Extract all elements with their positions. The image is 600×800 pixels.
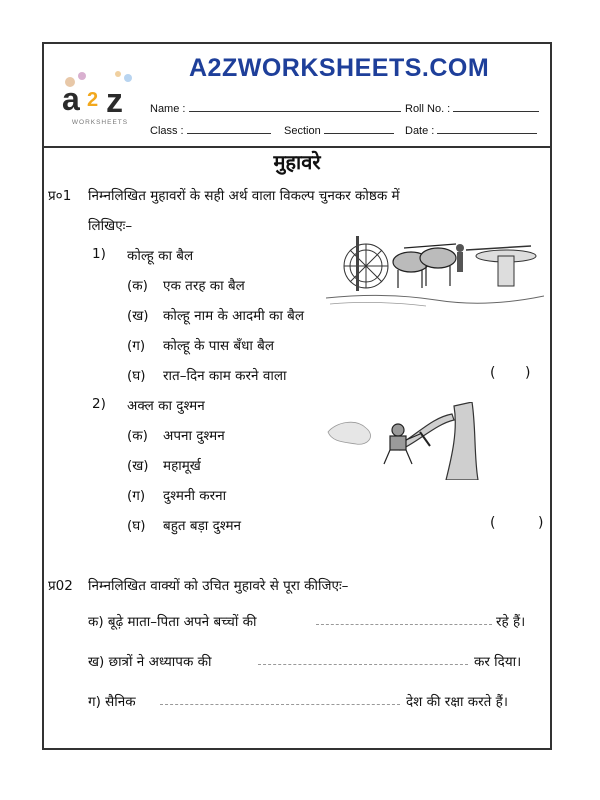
worksheet-title: मुहावरे: [273, 150, 321, 174]
q1-item1-number: 1): [92, 246, 106, 262]
site-title: A2ZWORKSHEETS.COM: [189, 54, 490, 82]
q1-item1-option-key: (क): [127, 278, 148, 294]
worksheet-frame: [42, 42, 552, 750]
a2z-logo: [56, 68, 144, 128]
bullock-oil-press-illustration: [326, 226, 544, 310]
svg-text:z: z: [106, 82, 123, 120]
q2-sentence1-before: क) बूढ़े माता–पिता अपने बच्चों की: [88, 614, 257, 630]
answer-bracket-close[interactable]: ): [538, 515, 544, 531]
q1-item2-option-text: बहुत बड़ा दुश्मन: [163, 518, 242, 534]
q1-item1-option-key: (ख): [127, 308, 149, 324]
date-field[interactable]: Date :: [405, 122, 537, 137]
q2-sentence1-blank[interactable]: [316, 612, 492, 629]
q1-item2-phrase: अक्ल का दुश्मन: [127, 398, 205, 414]
q2-sentence3-blank[interactable]: [160, 692, 400, 709]
answer-bracket-open[interactable]: (: [490, 365, 496, 381]
q1-instruction-line1: निम्नलिखित मुहावरों के सही अर्थ वाला विकल्प चुनकर कोष्ठक में: [88, 188, 400, 204]
svg-text:a: a: [62, 81, 80, 117]
answer-bracket-close[interactable]: ): [525, 365, 531, 381]
q1-item1-option-text: कोल्हू के पास बँधा बैल: [163, 338, 275, 354]
q1-item1-option-text: रात–दिन काम करने वाला: [163, 368, 287, 384]
q1-item1-phrase: कोल्हू का बैल: [127, 248, 194, 264]
q1-item2-option-key: (ख): [127, 458, 149, 474]
q1-item1-option-key: (ग): [127, 338, 146, 354]
q1-item2-option-key: (क): [127, 428, 148, 444]
q2-sentence2-blank[interactable]: [258, 652, 468, 669]
svg-text:2: 2: [87, 89, 99, 111]
class-field[interactable]: Class :: [150, 122, 271, 137]
answer-bracket-open[interactable]: (: [490, 515, 496, 531]
roll-no-field[interactable]: Roll No. :: [405, 100, 539, 115]
q1-instruction-line2: लिखिएः–: [88, 218, 133, 234]
q2-sentence3-before: ग) सैनिक: [88, 694, 136, 710]
section-field[interactable]: Section: [284, 122, 394, 137]
q1-item2-option-text: अपना दुश्मन: [163, 428, 225, 444]
q1-item1-option-text: एक तरह का बैल: [163, 278, 245, 294]
q2-sentence2-after: कर दिया।: [474, 654, 522, 670]
q1-item2-option-key: (ग): [127, 488, 146, 504]
q1-item1-option-text: कोल्हू नाम के आदमी का बैल: [163, 308, 304, 324]
q1-item2-number: 2): [92, 396, 106, 412]
q2-sentence3-after: देश की रक्षा करते हैं।: [406, 694, 508, 710]
q2-label: प्र02: [48, 578, 73, 594]
worksheet-header: [44, 44, 550, 148]
q1-item2-option-text: महामूर्ख: [163, 458, 201, 474]
q1-item1-option-key: (घ): [127, 368, 146, 384]
q2-sentence2-before: ख) छात्रों ने अध्यापक की: [88, 654, 212, 670]
q1-item2-option-text: दुश्मनी करना: [163, 488, 227, 504]
man-cutting-branch-illustration: [326, 402, 506, 480]
q2-instruction: निम्नलिखित वाक्यों को उचित मुहावरे से पूरा कीजिएः–: [88, 578, 349, 594]
q1-label: प्र०1: [48, 188, 72, 204]
q2-sentence1-after: रहे हैं।: [496, 614, 526, 630]
name-field[interactable]: Name :: [150, 100, 401, 115]
logo-text: WORKSHEETS: [71, 119, 129, 126]
q1-item2-option-key: (घ): [127, 518, 146, 534]
